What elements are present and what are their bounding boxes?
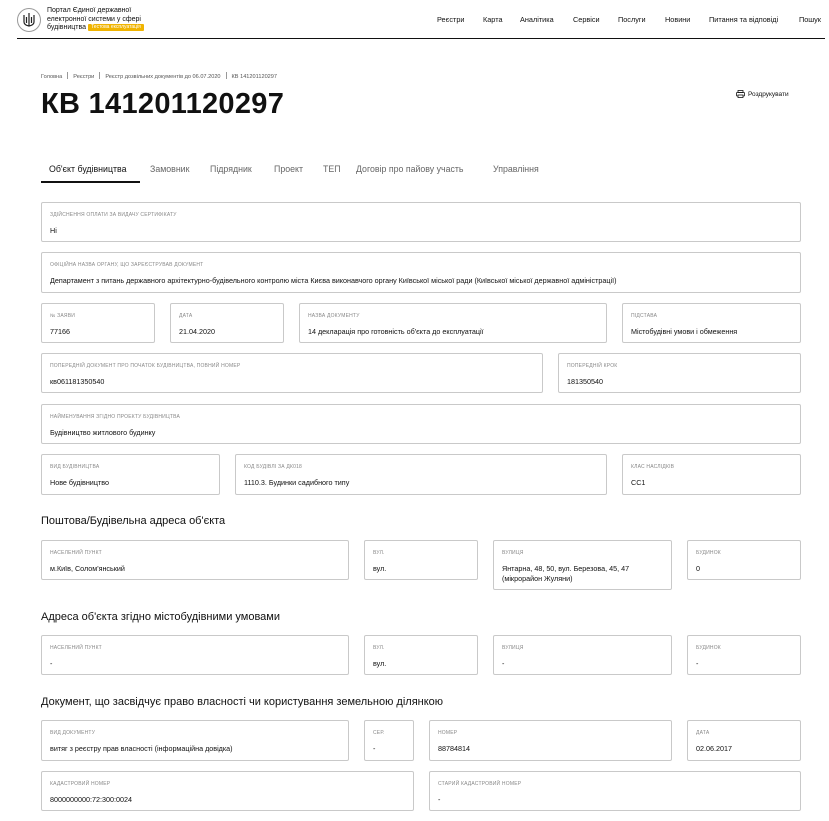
- field-land-doc-type: [41, 720, 349, 761]
- portal-line-3: будівництва: [47, 24, 87, 31]
- field-value: Департамент з питань державного архітектурно-будівельного контролю міста Києва виконавчого органу Київської міської ради (Київської міської державної адміністрації): [50, 276, 617, 285]
- field-basis: [622, 303, 801, 343]
- field-label: № ЗАЯВИ: [50, 313, 76, 319]
- field-label: НАЗВА ДОКУМЕНТУ: [308, 313, 360, 319]
- field-label: ПОПЕРЕДНІЙ ДОКУМЕНТ ПРО ПОЧАТОК БУДІВНИЦТВА, ПОВНИЙ НОМЕР: [50, 363, 241, 369]
- field-value: -: [502, 659, 505, 668]
- field-project-name: [41, 404, 801, 444]
- field-value: 77166: [50, 327, 70, 336]
- field-postal-street-type: [364, 540, 478, 580]
- field-label: ВИД ДОКУМЕНТУ: [50, 730, 96, 736]
- field-authority: [41, 252, 801, 293]
- field-value: -: [438, 795, 441, 804]
- field-land-series: [364, 720, 414, 761]
- field-value: 8000000000:72:300:0024: [50, 795, 132, 804]
- print-button[interactable]: [736, 90, 789, 98]
- field-value: Ні: [50, 226, 57, 235]
- portal-name[interactable]: [47, 7, 167, 33]
- tab-customer[interactable]: Замовник: [150, 164, 190, 174]
- section-land-document-title: Документ, що засвідчує право власності чи користування земельною ділянкою: [41, 696, 444, 708]
- tab-management[interactable]: Управління: [493, 164, 539, 174]
- printer-icon: [736, 90, 745, 98]
- nav-map[interactable]: Карта: [483, 15, 503, 24]
- field-label: СЕР.: [373, 730, 385, 736]
- nav-registries[interactable]: Реєстри: [437, 15, 465, 24]
- field-value: кв061181350540: [50, 377, 105, 386]
- field-label: НАСЕЛЕНИЙ ПУНКТ: [50, 645, 102, 651]
- field-value: 88784814: [438, 744, 470, 753]
- field-label: ВИД БУДІВНИЦТВА: [50, 464, 100, 470]
- field-postal-building: [687, 540, 801, 580]
- field-document-name: [299, 303, 607, 343]
- field-application-number: [41, 303, 155, 343]
- nav-public-services[interactable]: Послуги: [618, 15, 646, 24]
- field-value: Будівництво житлового будинку: [50, 428, 156, 437]
- field-label: БУДИНОК: [696, 550, 721, 556]
- field-label: ВУЛИЦЯ: [502, 645, 524, 651]
- field-postal-street: [493, 540, 672, 590]
- page-title: КВ 141201120297: [41, 88, 285, 120]
- field-label: БУДИНОК: [696, 645, 721, 651]
- site-header: [0, 0, 829, 40]
- field-value: Нове будівництво: [50, 478, 109, 487]
- field-value: витяг з реєстру прав власності (інформаційна довідка): [50, 744, 233, 753]
- tab-object[interactable]: Об'єкт будівництва: [49, 164, 127, 174]
- active-tab-indicator: [41, 181, 140, 183]
- field-label: КОД БУДІВЛІ ЗА ДК018: [244, 464, 303, 470]
- field-value: 14 декларація про готовність об'єкта до експлуатації: [308, 327, 484, 336]
- field-construction-type: [41, 454, 220, 495]
- breadcrumb: [41, 72, 277, 80]
- nav-news[interactable]: Новини: [665, 15, 691, 24]
- field-land-date: [687, 720, 801, 761]
- field-old-cadastral-number: [429, 771, 801, 811]
- print-label: Роздрукувати: [748, 90, 789, 98]
- tab-project[interactable]: Проект: [274, 164, 303, 174]
- field-label: КАДАСТРОВИЙ НОМЕР: [50, 781, 111, 787]
- field-label: СТАРИЙ КАДАСТРОВИЙ НОМЕР: [438, 781, 522, 787]
- field-label: ВУЛИЦЯ: [502, 550, 524, 556]
- field-label: ПОПЕРЕДНІЙ КРОК: [567, 363, 618, 369]
- field-value: -: [50, 659, 53, 668]
- field-building-code: [235, 454, 607, 495]
- field-date: [170, 303, 284, 343]
- field-urban-settlement: [41, 635, 349, 675]
- nav-services[interactable]: Сервіси: [573, 15, 600, 24]
- field-value: вул.: [373, 659, 387, 668]
- field-label: ПІДСТАВА: [631, 313, 658, 319]
- tab-contractor[interactable]: Підрядник: [210, 164, 252, 174]
- field-label: НАЙМЕНУВАННЯ ЗГІДНО ПРОЕКТУ БУДІВНИЦТВА: [50, 414, 181, 420]
- field-consequence-class: [622, 454, 801, 495]
- field-value: СС1: [631, 478, 646, 487]
- field-label: ОФІЦІЙНА НАЗВА ОРГАНУ, ЩО ЗАРЕЄСТРУВАВ ДОКУМЕНТ: [50, 262, 204, 268]
- trident-logo-icon[interactable]: [17, 8, 41, 32]
- field-value: -: [696, 659, 699, 668]
- section-urban-address-title: Адреса об'єкта згідно містобудівними умовами: [41, 611, 281, 623]
- field-postal-settlement: [41, 540, 349, 580]
- field-previous-document: [41, 353, 543, 393]
- field-urban-street-type: [364, 635, 478, 675]
- breadcrumb-registry[interactable]: Реєстр дозвільних документів до 06.07.2020: [105, 74, 221, 80]
- field-label: КЛАС НАСЛІДКІВ: [631, 464, 675, 470]
- field-cadastral-number: [41, 771, 414, 811]
- field-value: -: [373, 744, 376, 753]
- field-urban-street: [493, 635, 672, 675]
- field-value: Янтарна, 48, 50, вул. Березова, 45, 47 (мікрорайон Жуляни): [502, 564, 630, 583]
- portal-line-1: Портал Єдиної державної: [47, 7, 132, 14]
- test-mode-badge: Тестова експлуатація: [88, 24, 144, 31]
- field-value: 0: [696, 564, 700, 573]
- nav-search[interactable]: Пошук: [799, 15, 821, 24]
- field-payment: [41, 202, 801, 242]
- field-land-number: [429, 720, 672, 761]
- field-label: ВУЛ.: [373, 550, 385, 556]
- nav-analytics[interactable]: Аналітика: [520, 15, 554, 24]
- field-label: НОМЕР: [438, 730, 458, 736]
- breadcrumb-registries[interactable]: Реєстри: [73, 74, 95, 80]
- field-value: 1110.3. Будинки садибного типу: [244, 478, 350, 487]
- field-label: ДАТА: [696, 730, 710, 736]
- field-urban-building: [687, 635, 801, 675]
- field-previous-step: [558, 353, 801, 393]
- nav-faq[interactable]: Питання та відповіді: [709, 15, 779, 24]
- field-value: 181350540: [567, 377, 603, 386]
- field-label: ДАТА: [179, 313, 193, 319]
- tab-equity-contract[interactable]: Договір про пайову участь: [356, 164, 464, 174]
- portal-line-2: електронної системи у сфері: [47, 15, 141, 23]
- section-postal-address-title: Поштова/Будівельна адреса об'єкта: [41, 515, 226, 527]
- field-value: вул.: [373, 564, 387, 573]
- field-value: Містобудівні умови і обмеження: [631, 327, 738, 336]
- field-label: НАСЕЛЕНИЙ ПУНКТ: [50, 550, 102, 556]
- field-value: 21.04.2020: [179, 327, 215, 336]
- tab-tep[interactable]: ТЕП: [323, 164, 341, 174]
- header-divider: [17, 38, 825, 39]
- field-label: ВУЛ.: [373, 645, 385, 651]
- breadcrumb-current: КВ 141201120297: [231, 74, 278, 80]
- breadcrumb-home[interactable]: Головна: [41, 74, 63, 80]
- field-value: 02.06.2017: [696, 744, 732, 753]
- field-value: м.Київ, Солом'янський: [50, 564, 125, 573]
- field-label: ЗДІЙСНЕННЯ ОПЛАТИ ЗА ВИДАЧУ СЕРТИФІКАТУ: [50, 212, 177, 218]
